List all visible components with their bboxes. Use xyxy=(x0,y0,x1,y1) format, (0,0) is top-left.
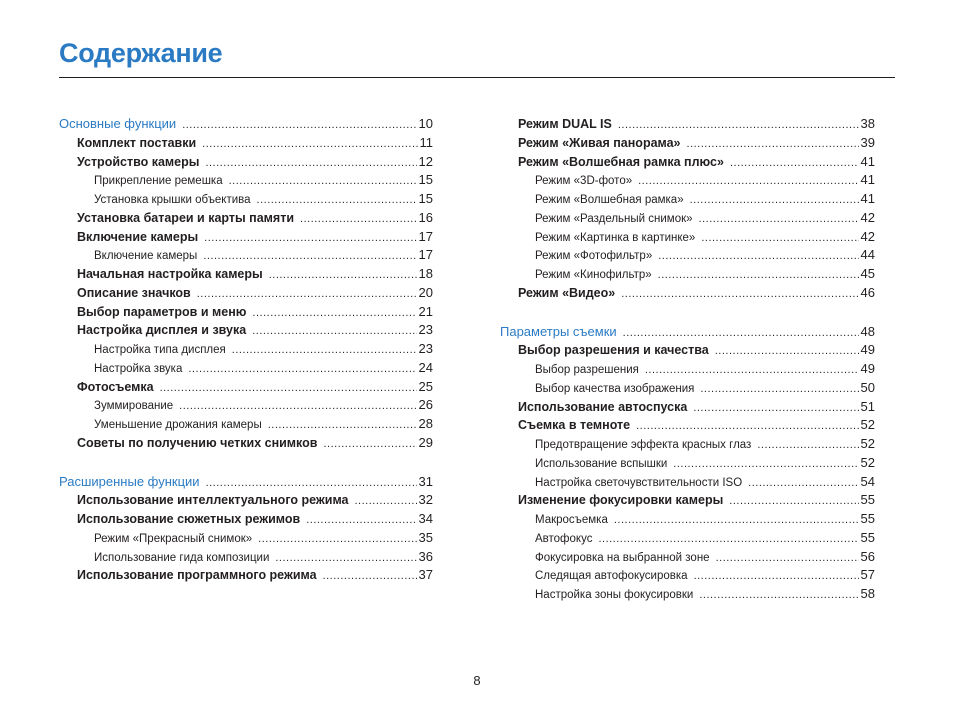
toc-entry-label: Настройка дисплея и звука xyxy=(77,323,247,338)
toc-subentry-label: Настройка светочувствительности ISO xyxy=(535,476,743,489)
toc-entry-page: 49 xyxy=(860,342,875,358)
toc-subentry-page: 57 xyxy=(860,567,875,583)
toc-subentry-label: Прикрепление ремешка xyxy=(94,175,223,188)
toc-subentry-label: Включение камеры xyxy=(94,250,198,263)
toc-subentry-label: Режим «Картинка в картинке» xyxy=(535,231,696,244)
dot-leader xyxy=(202,135,417,153)
toc-subentry-label: Режим «Фотофильтр» xyxy=(535,250,653,263)
toc-subentry-page: 52 xyxy=(860,436,875,451)
toc-entry-page: 20 xyxy=(418,284,433,300)
dot-leader xyxy=(673,455,858,473)
toc-subentry-label: Фокусировка на выбранной зоне xyxy=(535,551,710,564)
dot-leader xyxy=(206,474,417,492)
toc-subentry-page: 42 xyxy=(860,209,875,225)
toc-entry[interactable] xyxy=(59,566,433,585)
toc-entry[interactable] xyxy=(59,321,433,340)
toc-entry[interactable] xyxy=(500,134,875,153)
dot-leader xyxy=(182,116,416,134)
toc-entry[interactable] xyxy=(59,378,433,397)
toc-entry-label: Режим «Живая панорама» xyxy=(518,135,681,150)
toc-section-page: 31 xyxy=(418,473,433,489)
toc-entry-page: 39 xyxy=(860,134,875,150)
toc-entry[interactable] xyxy=(59,228,433,247)
toc-right-column xyxy=(500,115,875,604)
dot-leader xyxy=(623,324,859,342)
toc-entry-label: Съемка в темноте xyxy=(518,418,631,433)
toc-entry-label: Режим DUAL IS xyxy=(518,117,612,131)
toc-subentry-label: Настройка звука xyxy=(94,362,183,375)
toc-subentry-page: 45 xyxy=(860,266,875,281)
toc-entry[interactable] xyxy=(500,284,875,303)
dot-leader xyxy=(306,511,416,529)
dot-leader xyxy=(323,567,417,585)
dot-leader xyxy=(694,567,859,585)
toc-entry-page: 21 xyxy=(418,303,433,319)
toc-subentry[interactable] xyxy=(500,566,875,585)
toc-subentry-label: Использование гида композиции xyxy=(94,551,270,564)
toc-entry[interactable] xyxy=(59,265,433,284)
toc-entry-page: 41 xyxy=(860,153,875,169)
toc-section[interactable] xyxy=(500,323,875,342)
toc-entry-label: Выбор разрешения и качества xyxy=(518,343,709,358)
toc-subentry[interactable] xyxy=(500,454,875,473)
toc-entry-label: Режим «Волшебная рамка плюс» xyxy=(518,154,724,169)
toc-entry[interactable] xyxy=(59,209,433,228)
page-title: Содержание xyxy=(59,38,223,68)
toc-subentry-label: Выбор разрешения xyxy=(535,364,639,376)
toc-entry[interactable] xyxy=(500,416,875,435)
toc-subentry-page: 41 xyxy=(860,172,875,188)
toc-entry[interactable] xyxy=(59,510,433,529)
toc-subentry-label: Предотвращение эффекта красных глаз xyxy=(535,439,752,451)
toc-subentry[interactable] xyxy=(500,228,875,247)
toc-entry-page: 37 xyxy=(418,567,433,583)
toc-subentry-page: 55 xyxy=(860,511,875,526)
toc-entry[interactable] xyxy=(500,153,875,172)
toc-subentry-label: Выбор качества изображения xyxy=(535,382,695,395)
dot-leader xyxy=(252,304,416,322)
dot-leader xyxy=(638,172,858,190)
toc-subentry-page: 24 xyxy=(418,359,433,375)
toc-subentry-label: Настройка типа дисплея xyxy=(94,344,226,356)
toc-section-label: Параметры съемки xyxy=(500,323,617,339)
toc-entry-page: 52 xyxy=(860,417,875,433)
dot-leader xyxy=(690,191,859,209)
toc-subentry-label: Уменьшение дрожания камеры xyxy=(94,419,262,431)
dot-leader xyxy=(618,116,859,134)
toc-entry-page: 11 xyxy=(419,134,433,150)
toc-entry-page: 46 xyxy=(860,284,875,300)
toc-subentry[interactable] xyxy=(500,529,875,548)
toc-section-label: Расширенные функции xyxy=(59,473,200,489)
dot-leader xyxy=(268,416,417,434)
toc-subentry[interactable] xyxy=(500,360,875,379)
toc-section-page: 10 xyxy=(418,116,433,131)
dot-leader xyxy=(716,549,859,567)
toc-entry-page: 32 xyxy=(418,492,433,508)
dot-leader xyxy=(687,135,859,153)
toc-entry-label: Использование автоспуска xyxy=(518,399,688,414)
dot-leader xyxy=(197,285,417,303)
toc-subentry[interactable] xyxy=(59,548,433,567)
toc-subentry-label: Режим «3D-фото» xyxy=(535,175,633,188)
toc-subentry-page: 52 xyxy=(860,454,875,470)
toc-subentry[interactable] xyxy=(500,171,875,190)
toc-entry-page: 25 xyxy=(418,378,433,394)
toc-subentry[interactable] xyxy=(500,190,875,209)
toc-subentry-page: 15 xyxy=(418,191,433,206)
toc-subentry[interactable] xyxy=(500,510,875,529)
dot-leader xyxy=(621,285,858,303)
toc-entry[interactable] xyxy=(500,491,875,510)
toc-subentry-page: 44 xyxy=(860,247,875,263)
toc-subentry-label: Установка крышки объектива xyxy=(94,194,251,206)
dot-leader xyxy=(700,380,858,398)
toc-subentry-page: 26 xyxy=(418,397,433,413)
toc-entry-label: Комплект поставки xyxy=(77,135,197,150)
toc-subentry-page: 54 xyxy=(860,473,875,489)
dot-leader xyxy=(179,397,416,415)
dot-leader xyxy=(269,266,417,284)
toc-entry-label: Начальная настройка камеры xyxy=(77,267,263,281)
section-gap xyxy=(59,453,433,473)
toc-entry[interactable] xyxy=(59,134,433,153)
toc-section[interactable] xyxy=(59,115,433,134)
toc-subentry-label: Зуммирование xyxy=(94,400,174,413)
toc-entry-label: Устройство камеры xyxy=(77,154,200,169)
dot-leader xyxy=(757,436,858,454)
toc-subentry-page: 49 xyxy=(860,361,875,376)
toc-entry-page: 18 xyxy=(418,266,433,281)
dot-leader xyxy=(160,379,417,397)
toc-subentry-page: 28 xyxy=(418,416,433,431)
toc-entry-label: Установка батареи и карты памяти xyxy=(77,210,295,225)
dot-leader xyxy=(300,210,417,228)
toc-subentry-label: Настройка зоны фокусировки xyxy=(535,589,694,601)
toc-entry-page: 12 xyxy=(418,153,433,169)
toc-entry-page: 29 xyxy=(418,434,433,450)
toc-subentry-label: Режим «Кинофильтр» xyxy=(535,269,652,281)
toc-entry-page: 51 xyxy=(860,398,875,414)
dot-leader xyxy=(729,492,858,510)
toc-subentry-page: 55 xyxy=(860,529,875,545)
toc-entry-page: 23 xyxy=(418,322,433,338)
dot-leader xyxy=(229,172,417,190)
dot-leader xyxy=(699,210,859,228)
toc-subentry-label: Режим «Волшебная рамка» xyxy=(535,194,684,206)
toc-entry-label: Советы по получению четких снимков xyxy=(77,435,318,450)
toc-entry-label: Использование интеллектуального режима xyxy=(77,493,349,508)
toc-subentry-label: Режим «Прекрасный снимок» xyxy=(94,532,253,545)
toc-subentry-page: 36 xyxy=(418,548,433,564)
toc-subentry-page: 56 xyxy=(860,548,875,564)
dot-leader xyxy=(658,266,859,284)
toc-subentry[interactable] xyxy=(500,435,875,454)
toc-section[interactable] xyxy=(59,473,433,492)
toc-subentry-page: 17 xyxy=(418,247,433,263)
toc-subentry[interactable] xyxy=(59,529,433,548)
toc-subentry[interactable] xyxy=(59,190,433,209)
dot-leader xyxy=(715,342,859,360)
dot-leader xyxy=(636,417,858,435)
toc-entry[interactable] xyxy=(59,284,433,303)
toc-entry[interactable] xyxy=(500,341,875,360)
toc-entry-page: 55 xyxy=(860,492,875,508)
toc-subentry-page: 35 xyxy=(418,529,433,545)
toc-subentry[interactable] xyxy=(500,209,875,228)
toc-entry-page: 34 xyxy=(418,511,433,526)
dot-leader xyxy=(658,247,858,265)
toc-subentry[interactable] xyxy=(59,171,433,190)
dot-leader xyxy=(204,229,416,247)
toc-entry[interactable] xyxy=(59,491,433,510)
dot-leader xyxy=(614,511,859,529)
dot-leader xyxy=(252,322,416,340)
dot-leader xyxy=(188,360,416,378)
toc-entry-label: Использование программного режима xyxy=(77,568,317,583)
toc-entry-label: Фотосъемка xyxy=(77,379,154,394)
dot-leader xyxy=(598,530,858,548)
toc-subentry-label: Использование вспышки xyxy=(535,457,668,470)
toc-entry[interactable] xyxy=(59,303,433,322)
dot-leader xyxy=(748,474,858,492)
toc-section-page: 48 xyxy=(860,323,875,339)
toc-entry-page: 17 xyxy=(418,228,433,244)
dot-leader xyxy=(257,191,417,209)
toc-subentry-page: 58 xyxy=(860,586,875,601)
toc-subentry[interactable] xyxy=(500,473,875,492)
page-number: 8 xyxy=(473,673,481,688)
toc-entry-label: Включение камеры xyxy=(77,229,199,244)
dot-leader xyxy=(699,586,858,604)
dot-leader xyxy=(203,247,416,265)
dot-leader xyxy=(645,361,859,379)
toc-subentry[interactable] xyxy=(59,396,433,415)
dot-leader xyxy=(354,492,416,510)
dot-leader xyxy=(232,341,417,359)
toc-entry-page: 38 xyxy=(860,116,875,131)
toc-subentry-page: 42 xyxy=(860,228,875,244)
toc-left-column xyxy=(59,115,433,585)
toc-entry[interactable] xyxy=(59,434,433,453)
toc-subentry[interactable] xyxy=(500,379,875,398)
toc-subentry[interactable] xyxy=(500,246,875,265)
toc-subentry-page: 23 xyxy=(418,341,433,356)
dot-leader xyxy=(258,530,416,548)
toc-subentry[interactable] xyxy=(59,359,433,378)
dot-leader xyxy=(730,154,859,172)
toc-entry-page: 16 xyxy=(418,209,433,225)
dot-leader xyxy=(323,435,416,453)
toc-subentry-page: 41 xyxy=(860,191,875,206)
dot-leader xyxy=(275,549,416,567)
toc-entry-label: Описание значков xyxy=(77,285,191,300)
toc-entry[interactable] xyxy=(59,153,433,172)
toc-subentry[interactable] xyxy=(500,585,875,604)
toc-entry-label: Использование сюжетных режимов xyxy=(77,512,301,526)
dot-leader xyxy=(205,154,416,172)
toc-subentry[interactable] xyxy=(500,548,875,567)
toc-subentry[interactable] xyxy=(59,246,433,265)
dot-leader xyxy=(693,399,858,417)
toc-subentry-label: Макросъемка xyxy=(535,514,608,526)
toc-entry[interactable] xyxy=(500,398,875,417)
dot-leader xyxy=(701,229,858,247)
toc-subentry-label: Автофокус xyxy=(535,532,593,545)
toc-subentry[interactable] xyxy=(59,415,433,434)
toc-subentry-label: Режим «Раздельный снимок» xyxy=(535,212,693,225)
toc-subentry-page: 15 xyxy=(418,172,433,188)
toc-section-label: Основные функции xyxy=(59,116,177,131)
toc-subentry[interactable] xyxy=(500,265,875,284)
title-divider xyxy=(59,77,895,78)
toc-subentry[interactable] xyxy=(59,340,433,359)
toc-entry[interactable] xyxy=(500,115,875,134)
toc-subentry-page: 50 xyxy=(860,379,875,395)
toc-entry-label: Выбор параметров и меню xyxy=(77,304,247,319)
section-gap xyxy=(500,303,875,323)
toc-subentry-label: Следящая автофокусировка xyxy=(535,570,688,583)
toc-entry-label: Режим «Видео» xyxy=(518,285,616,300)
toc-entry-label: Изменение фокусировки камеры xyxy=(518,493,724,508)
